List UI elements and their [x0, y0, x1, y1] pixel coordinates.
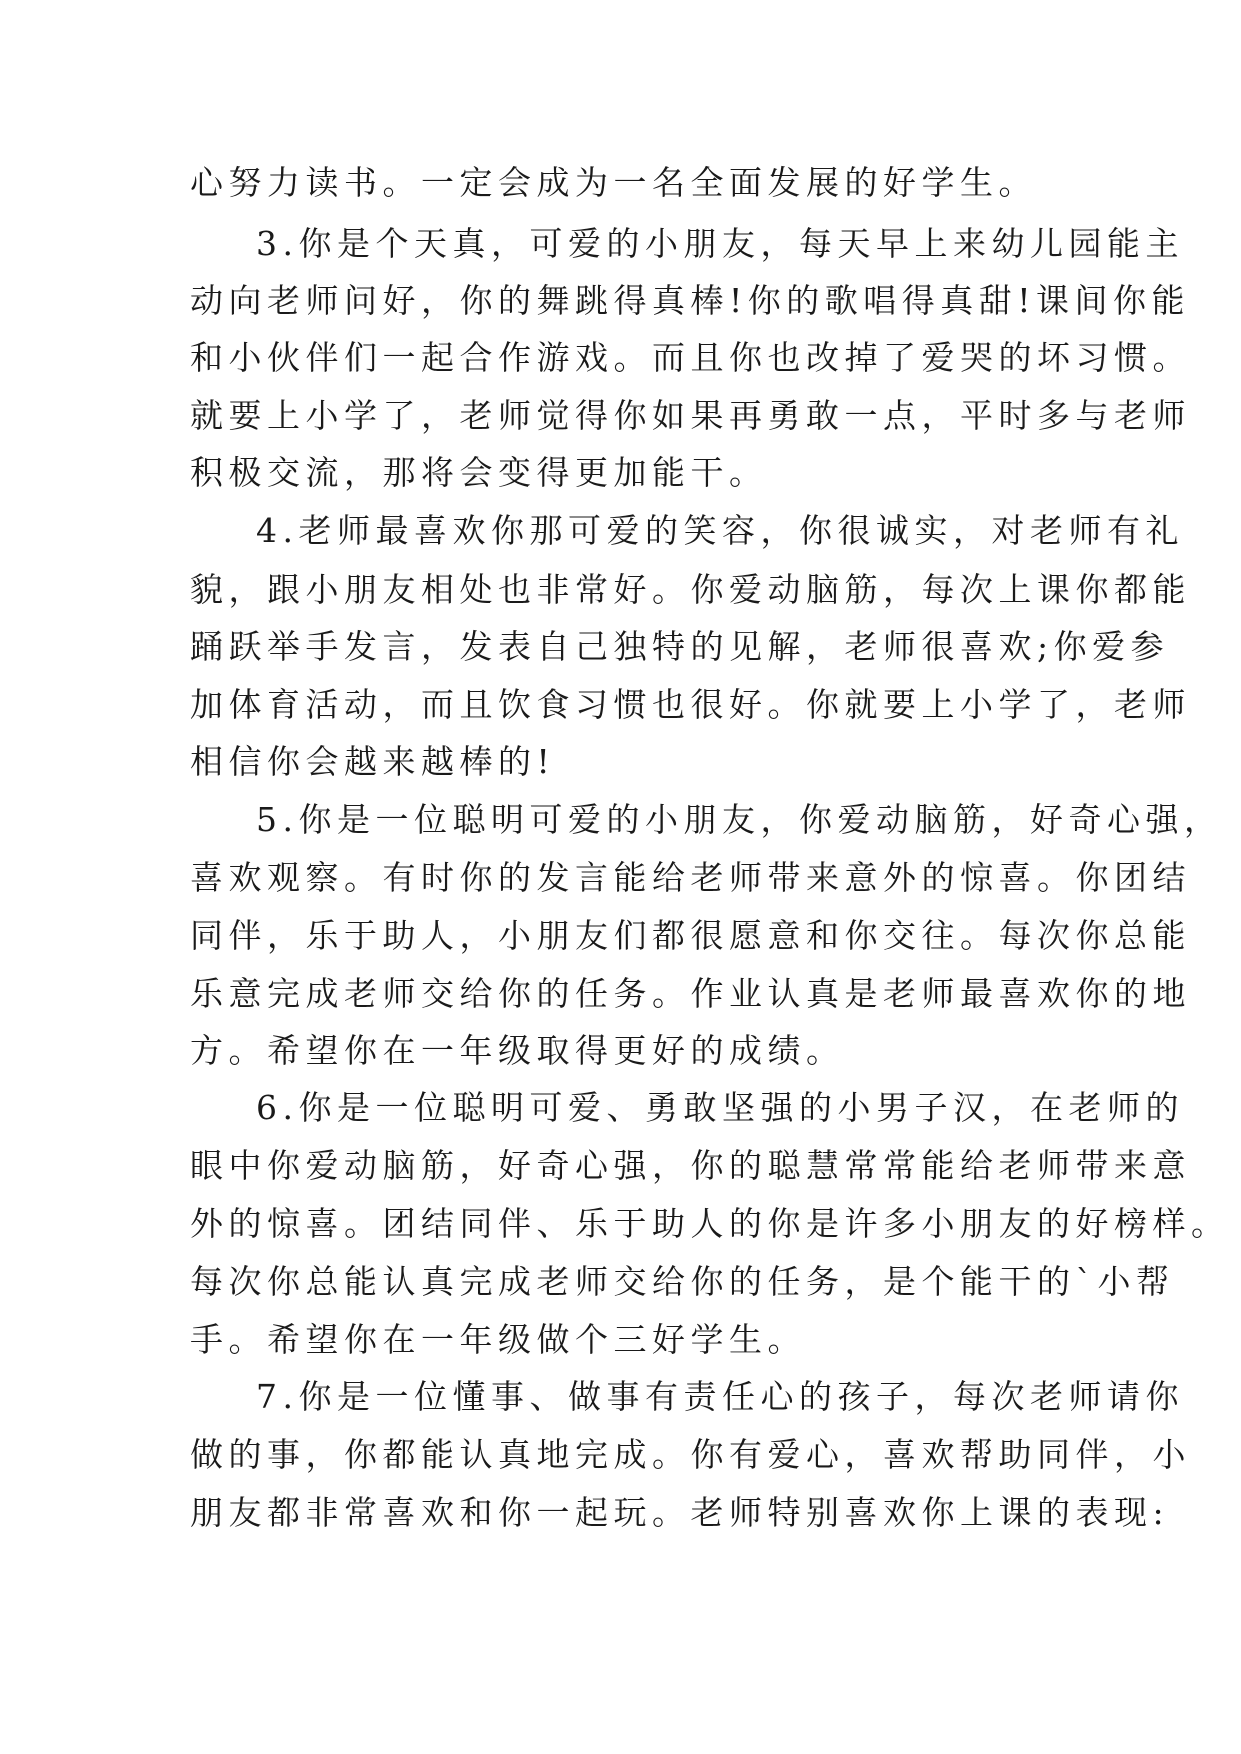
- text-line: 心努力读书。一定会成为一名全面发展的好学生。: [190, 163, 1037, 202]
- paragraph-5-first-line: 5.你是一位聪明可爱的小朋友，你爱动脑筋，好奇心强，: [256, 800, 1223, 839]
- text-line: 每次你总能认真完成老师交给你的任务，是个能干的`小帮: [190, 1262, 1175, 1301]
- text-line: 朋友都非常喜欢和你一起玩。老师特别喜欢你上课的表现:: [190, 1493, 1170, 1532]
- text-line: 动向老师问好，你的舞跳得真棒!你的歌唱得真甜!课间你能: [190, 281, 1191, 320]
- text-line: 积极交流，那将会变得更加能干。: [190, 453, 768, 492]
- text-line: 外的惊喜。团结同伴、乐于助人的你是许多小朋友的好榜样。: [190, 1204, 1230, 1243]
- paragraph-6-first-line: 6.你是一位聪明可爱、勇敢坚强的小男子汉，在老师的: [256, 1088, 1184, 1127]
- text-line: 做的事，你都能认真地完成。你有爱心，喜欢帮助同伴，小: [190, 1435, 1191, 1474]
- text-line: 眼中你爱动脑筋，好奇心强，你的聪慧常常能给老师带来意: [190, 1146, 1191, 1185]
- text-line: 就要上小学了，老师觉得你如果再勇敢一点，平时多与老师: [190, 396, 1191, 435]
- text-line: 相信你会越来越棒的!: [190, 742, 556, 781]
- text-line: 加体育活动，而且饮食习惯也很好。你就要上小学了，老师: [190, 685, 1191, 724]
- text-line: 乐意完成老师交给你的任务。作业认真是老师最喜欢你的地: [190, 974, 1191, 1013]
- text-line: 同伴，乐于助人，小朋友们都很愿意和你交往。每次你总能: [190, 916, 1191, 955]
- text-line: 貌，跟小朋友相处也非常好。你爱动脑筋，每次上课你都能: [190, 570, 1191, 609]
- text-line: 和小伙伴们一起合作游戏。而且你也改掉了爱哭的坏习惯。: [190, 338, 1191, 377]
- text-line: 方。希望你在一年级取得更好的成绩。: [190, 1031, 845, 1070]
- paragraph-3-first-line: 3.你是个天真，可爱的小朋友，每天早上来幼儿园能主: [256, 224, 1184, 263]
- text-line: 踊跃举手发言，发表自己独特的见解，老师很喜欢;你爱参: [190, 627, 1170, 666]
- paragraph-4-first-line: 4.老师最喜欢你那可爱的笑容，你很诚实，对老师有礼: [256, 511, 1184, 550]
- paragraph-7-first-line: 7.你是一位懂事、做事有责任心的孩子，每次老师请你: [256, 1377, 1184, 1416]
- text-line: 喜欢观察。有时你的发言能给老师带来意外的惊喜。你团结: [190, 858, 1191, 897]
- text-line: 手。希望你在一年级做个三好学生。: [190, 1320, 806, 1359]
